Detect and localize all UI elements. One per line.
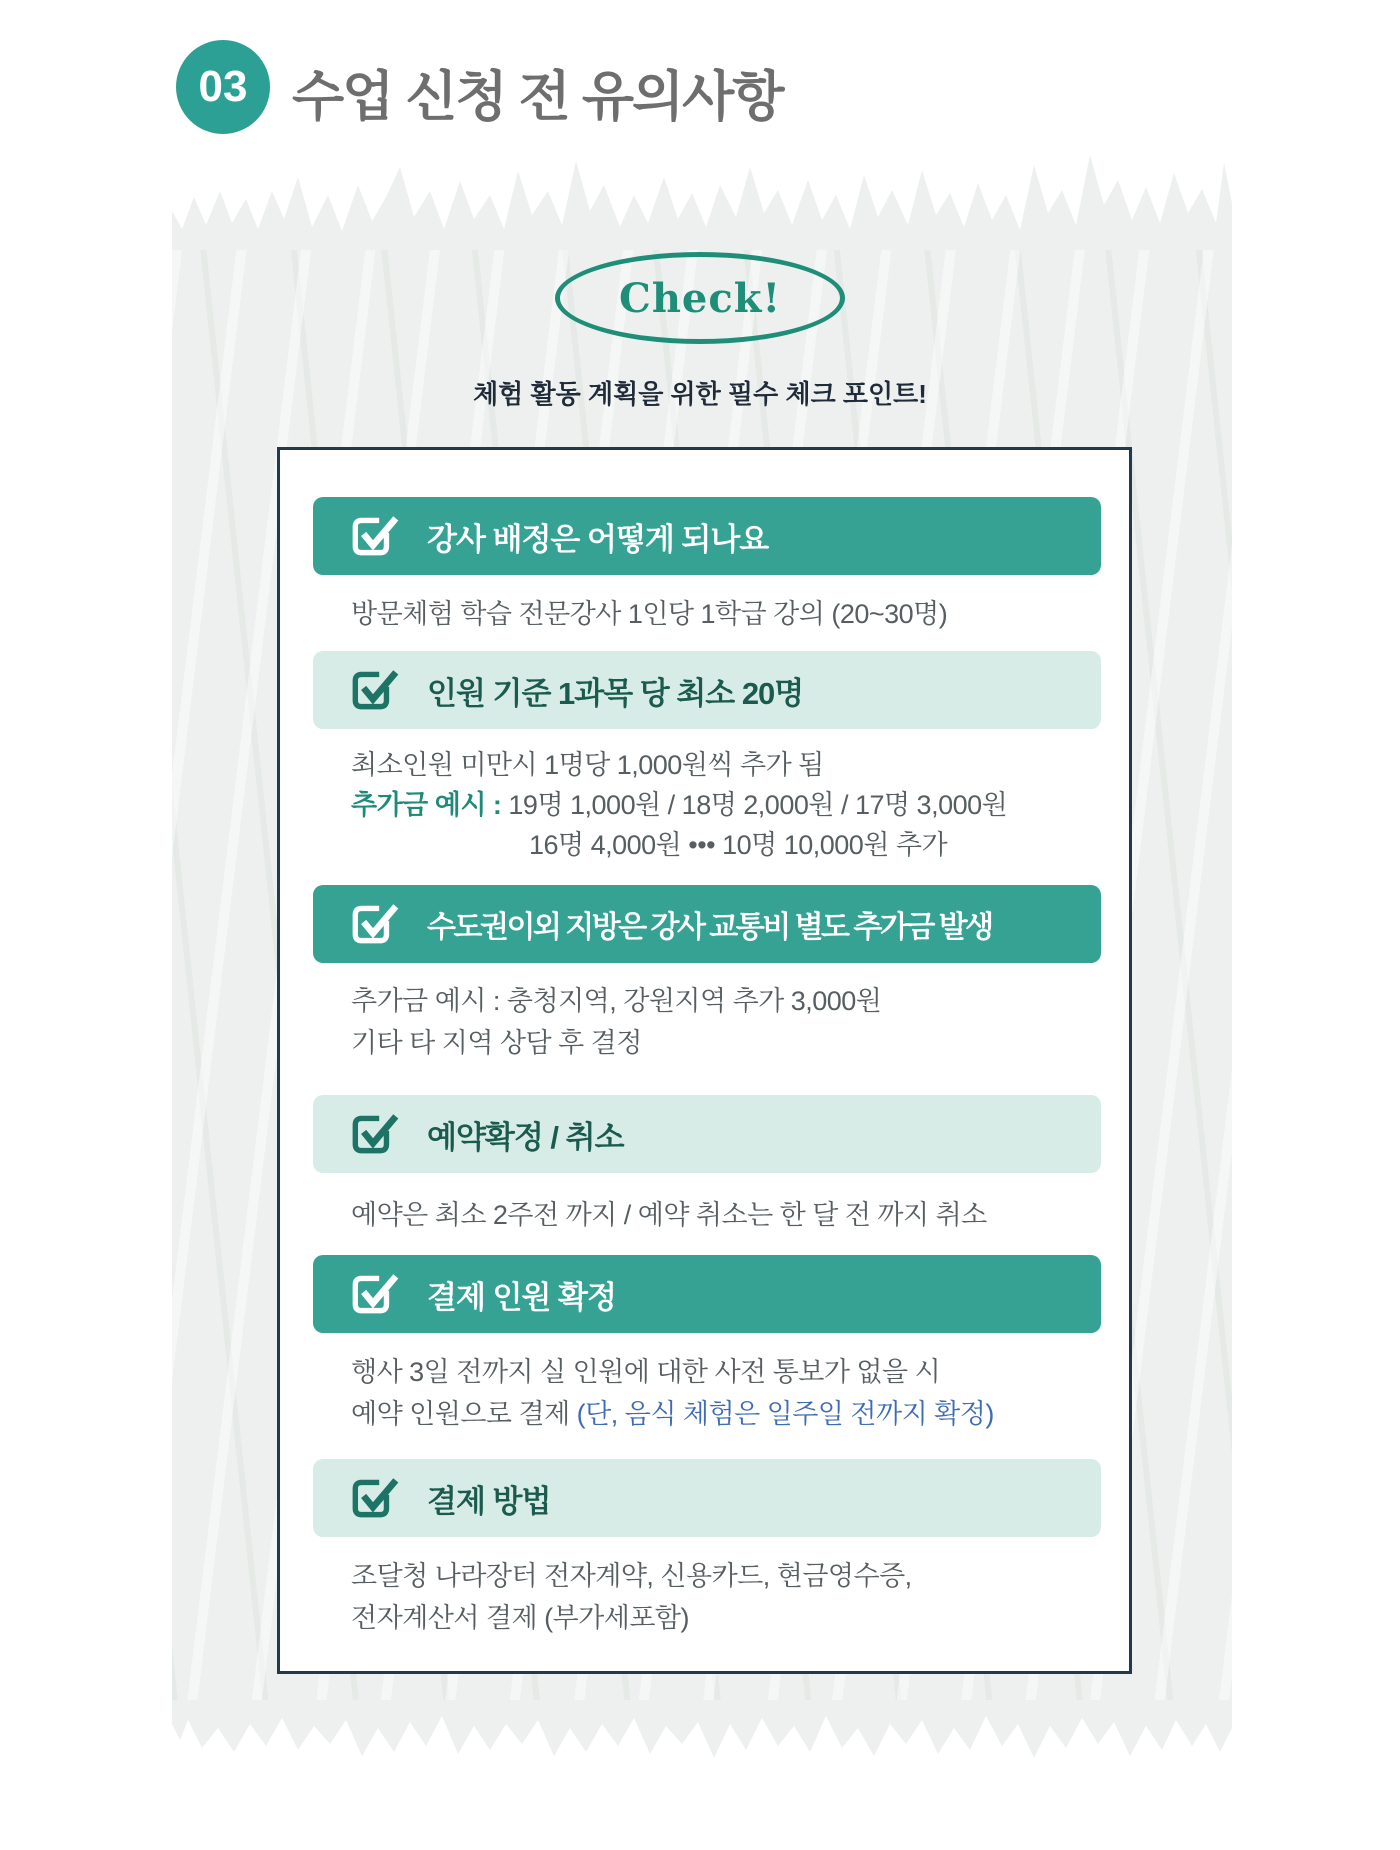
checkbox-icon: [347, 511, 401, 561]
body-line: [351, 1194, 1111, 1236]
checkbox-icon: [347, 1269, 401, 1319]
checklist-item-body: [351, 593, 1111, 635]
text-segment: 기타 타 지역 상담 후 결정: [351, 1028, 642, 1058]
text-segment: 최소인원 미만시 1명당 1,000원씩 추가 됨: [351, 750, 824, 780]
checkbox-icon: [347, 665, 401, 715]
text-segment: 전자계산서 결제 (부가세포함): [351, 1603, 689, 1633]
check-badge: [555, 252, 845, 344]
checklist-item-header: [313, 1095, 1101, 1173]
text-segment: 예약은 최소 2주전 까지 / 예약 취소는 한 달 전 까지 취소: [351, 1200, 987, 1230]
checklist-item-body: [351, 1351, 1111, 1435]
checklist-item-title: 결제 방법: [427, 1483, 551, 1519]
text-segment: 추가금 예시 :: [351, 790, 509, 820]
checklist-item-body: [351, 745, 1111, 865]
body-line: [351, 1597, 1111, 1639]
body-line: [351, 825, 1111, 865]
text-segment: 조달청 나라장터 전자계약, 신용카드, 현금영수증,: [351, 1561, 912, 1591]
torn-paper-edge-bottom: [172, 1700, 1232, 1768]
check-badge-label: Check!: [619, 274, 781, 322]
body-line: [351, 1351, 1111, 1393]
body-line: [351, 1022, 1111, 1064]
checklist-item-header: [313, 497, 1101, 575]
section-number: 03: [198, 62, 248, 111]
text-segment: 추가금 예시 : 충청지역, 강원지역 추가 3,000원: [351, 986, 882, 1016]
body-line: [351, 1393, 1111, 1435]
checklist-item-body: [351, 1194, 1111, 1236]
checkbox-icon: [347, 1109, 401, 1159]
body-line: [351, 593, 1111, 635]
body-line: [351, 980, 1111, 1022]
checkbox-icon: [347, 899, 401, 949]
body-line: [351, 785, 1111, 825]
checklist-item-title: 인원 기준 1과목 당 최소 20명: [427, 675, 804, 711]
checklist-item-title: 수도권이외 지방은 강사 교통비 별도 추가금 발생: [427, 911, 992, 944]
text-segment: (단, 음식 체험은 일주일 전까지 확정): [576, 1399, 994, 1429]
text-segment: 방문체험 학습 전문강사 1인당 1학급 강의 (20~30명): [351, 599, 948, 629]
body-line: [351, 1555, 1111, 1597]
body-line: [351, 745, 1111, 785]
text-segment: 행사 3일 전까지 실 인원에 대한 사전 통보가 없을 시: [351, 1357, 941, 1387]
checklist-item-title: 결제 인원 확정: [427, 1279, 616, 1315]
checklist-item-header: [313, 885, 1101, 963]
page-title: 수업 신청 전 유의사항: [292, 67, 783, 127]
torn-paper-edge-top: [172, 133, 1232, 251]
checklist-item-title: 강사 배정은 어떻게 되나요: [427, 521, 769, 557]
checklist-box: [277, 447, 1132, 1674]
checklist-item-header: [313, 1459, 1101, 1537]
section-number-badge: [176, 40, 270, 134]
checkbox-icon: [347, 1473, 401, 1523]
checklist-item-header: [313, 1255, 1101, 1333]
checklist-item-title: 예약확정 / 취소: [427, 1119, 624, 1155]
text-segment: 19명 1,000원 / 18명 2,000원 / 17명 3,000원: [508, 790, 1008, 820]
checklist-item-header: [313, 651, 1101, 729]
subtitle: 체험 활동 계획을 위한 필수 체크 포인트!: [473, 379, 927, 409]
text-segment: 16명 4,000원 ••• 10명 10,000원 추가: [529, 830, 948, 860]
checklist-item-body: [351, 980, 1111, 1064]
checklist-item-body: [351, 1555, 1111, 1639]
text-segment: 예약 인원으로 결제: [351, 1399, 577, 1429]
